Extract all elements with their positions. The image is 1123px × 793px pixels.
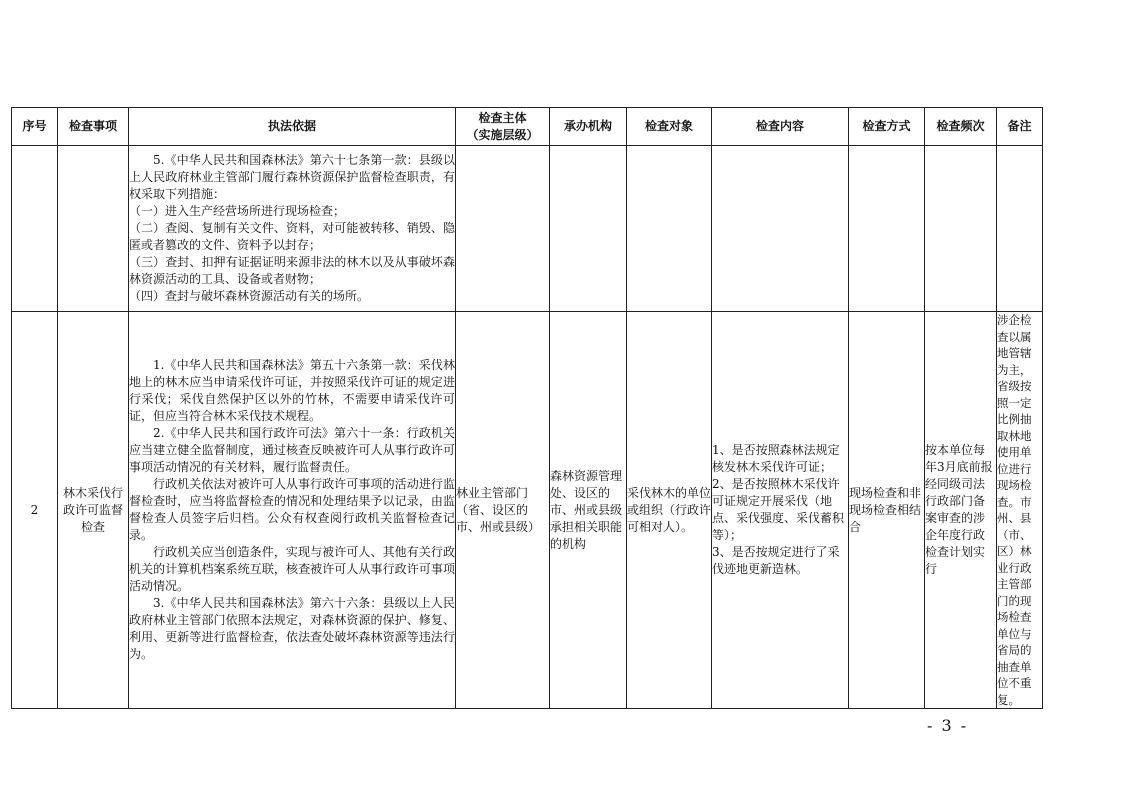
content-item: 3、是否按规定进行了采伐迹地更新造林。: [712, 545, 840, 576]
header-subject: [456, 108, 550, 146]
cell-basis-continued: [129, 146, 456, 312]
basis-paragraph: 5.《中华人民共和国森林法》第六十七条第一款：县级以上人民政府林业主管部门履行森林资源保护监督检查职责，有权采取下列措施：: [129, 153, 455, 201]
table-row-continued: [12, 146, 1043, 312]
page-number: - 3 -: [927, 716, 969, 735]
cell-subject: 林业主管部门（省、设区的市、州或县级）: [456, 312, 550, 709]
header-agency: 承办机构: [550, 108, 627, 146]
header-object: 检查对象: [627, 108, 712, 146]
basis-paragraph: 1.《中华人民共和国森林法》第五十六条第一款：采伐林地上的林木应当申请采伐许可证，并按照采伐许可证的规定进行采伐；采伐自然保护区以外的竹林，不需要申请采伐许可证，但应当符合林木采伐技术规程。: [129, 358, 455, 423]
cell-method-empty: [849, 146, 925, 312]
cell-object-empty: [627, 146, 712, 312]
cell-seq-empty: [12, 146, 58, 312]
inspection-table: [11, 107, 1043, 709]
cell-agency-empty: [550, 146, 627, 312]
basis-paragraph: 行政机关应当创造条件，实现与被许可人、其他有关行政机关的计算机档案系统互联，核查被许可人从事行政许可事项活动情况。: [129, 545, 455, 593]
header-frequency: 检查频次: [925, 108, 997, 146]
header-subject-line2: （实施层级）: [466, 127, 539, 142]
cell-remarks: 涉企检查以属地管辖为主，省级按照一定比例抽取林地使用单位进行现场检查。市州、县（市、区）林业行政主管部门的现场检查单位与省局的抽查单位不重复。: [997, 312, 1043, 709]
header-content: 检查内容: [712, 108, 849, 146]
basis-paragraph: 行政机关依法对被许可人从事行政许可事项的活动进行监督检查时，应当将监督检查的情况和处理结果予以记录，由监督检查人员签字后归档。公众有权查阅行政机关监督检查记录。: [129, 477, 455, 542]
basis-paragraph: （四）查封与破坏森林资源活动有关的场所。: [129, 289, 370, 303]
cell-frequency-empty: [925, 146, 997, 312]
cell-object: 采伐林木的单位或组织（行政许可相对人）。: [627, 312, 712, 709]
cell-frequency: 按本单位每年3月底前报经同级司法行政部门备案审查的涉企年度行政检查计划实行: [925, 312, 997, 709]
cell-method: 现场检查和非现场检查相结合: [849, 312, 925, 709]
content-item: 2、是否按照林木采伐许可证规定开展采伐（地点、采伐强度、采伐蓄积等）；: [712, 477, 845, 542]
basis-paragraph: （一）进入生产经营场所进行现场检查；: [129, 204, 346, 218]
table-row-2: [12, 312, 1043, 709]
cell-remarks-empty: [997, 146, 1043, 312]
cell-item-empty: [58, 146, 129, 312]
basis-paragraph: 3.《中华人民共和国森林法》第六十六条：县级以上人民政府林业主管部门依照本法规定，对森林资源的保护、修复、利用、更新等进行监督检查，依法查处破坏森林资源等违法行为。: [129, 596, 455, 661]
content-item: 1、是否按照森林法规定核发林木采伐许可证；: [712, 443, 840, 474]
header-item: 检查事项: [58, 108, 129, 146]
cell-item: 林木采伐行政许可监督检查: [58, 312, 129, 709]
header-subject-line1: 检查主体: [478, 110, 527, 125]
basis-paragraph: （三）查封、扣押有证据证明来源非法的林木以及从事破坏森林资源活动的工具、设备或者财物；: [129, 255, 455, 286]
cell-content: [712, 312, 849, 709]
cell-content-empty: [712, 146, 849, 312]
header-basis: 执法依据: [129, 108, 456, 146]
basis-paragraph: 2.《中华人民共和国行政许可法》第六十一条：行政机关应当建立健全监督制度，通过核查反映被许可人从事行政许可事项活动情况的有关材料，履行监督责任。: [129, 426, 455, 474]
header-seq: 序号: [12, 108, 58, 146]
cell-seq: 2: [12, 312, 58, 709]
cell-subject-empty: [456, 146, 550, 312]
header-method: 检查方式: [849, 108, 925, 146]
cell-agency: 森林资源管理处、设区的市、州或县级承担相关职能的机构: [550, 312, 627, 709]
basis-paragraph: （二）查阅、复制有关文件、资料，对可能被转移、销毁、隐匿或者篡改的文件、资料予以封存；: [129, 221, 455, 252]
cell-basis: [129, 312, 456, 709]
header-row: [12, 108, 1043, 146]
header-remarks: 备注: [997, 108, 1043, 146]
